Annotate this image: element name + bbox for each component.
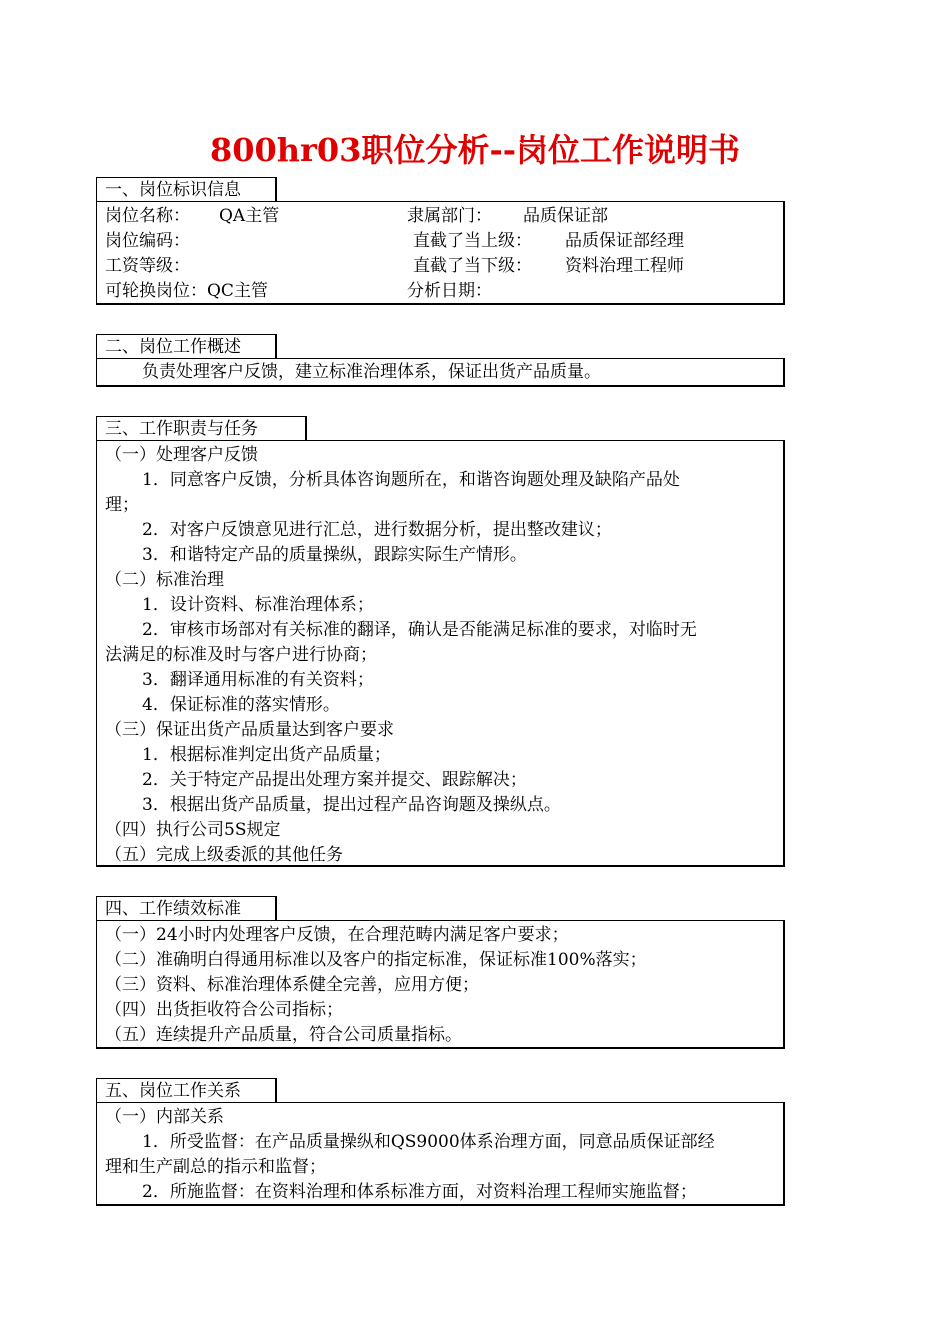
label-position-name: 岗位名称：: [105, 206, 190, 226]
duty-item-cont: 法满足的标准及时与客户进行协商；: [105, 645, 377, 665]
section2-heading: 二、岗位工作概述: [96, 334, 277, 358]
relation-item: 1．所受监督：在产品质量操纵和QS9000体系治理方面，同意品质保证部经: [142, 1132, 715, 1152]
value-department: 品质保证部: [523, 206, 608, 226]
duty-item: 3．根据出货产品质量，提出过程产品咨询题及操纵点。: [142, 795, 561, 815]
duty-item: 1．同意客户反馈，分析具体咨询题所在，和谐咨询题处理及缺陷产品处: [142, 470, 680, 490]
duty-item: 1．根据标准判定出货产品质量；: [142, 745, 391, 765]
section2-text: 负责处理客户反馈，建立标准治理体系，保证出货产品质量。: [142, 362, 601, 382]
duty-item: 2．对客户反馈意见进行汇总，进行数据分析，提出整改建议；: [142, 520, 612, 540]
duty-heading-1: （一）处理客户反馈: [105, 445, 258, 465]
label-salary-grade: 工资等级：: [105, 256, 190, 276]
info-row-3: [105, 254, 775, 279]
duty-item: 4．保证标准的落实情形。: [142, 695, 340, 715]
label-position-code: 岗位编码：: [105, 231, 190, 251]
standard-item: （一）24小时内处理客户反馈，在合理范畴内满足客户要求；: [105, 925, 569, 945]
duty-heading-4: （四）执行公司5S规定: [105, 820, 281, 840]
standard-item: （四）出货拒收符合公司指标；: [105, 1000, 343, 1020]
label-rotation-position: 可轮换岗位：QC主管: [105, 281, 268, 301]
value-direct-superior: 品质保证部经理: [565, 231, 684, 251]
label-analysis-date: 分析日期：: [407, 281, 492, 301]
section4-heading: 四、工作绩效标准: [96, 896, 277, 920]
duty-item: 2．审核市场部对有关标准的翻译，确认是否能满足标准的要求，对临时无: [142, 620, 697, 640]
section3-heading: 三、工作职责与任务: [96, 416, 307, 440]
duty-item: 3．翻译通用标准的有关资料；: [142, 670, 374, 690]
label-direct-superior: 直截了当上级：: [413, 231, 532, 251]
relation-item: 2．所施监督：在资料治理和体系标准方面，对资料治理工程师实施监督；: [142, 1182, 697, 1202]
section1-heading: 一、岗位标识信息: [96, 177, 277, 201]
relation-item-cont: 理和生产副总的指示和监督；: [105, 1157, 326, 1177]
section5-box: [96, 1102, 785, 1206]
duty-item: 1．设计资料、标准治理体系；: [142, 595, 374, 615]
duty-heading-2: （二）标准治理: [105, 570, 224, 590]
standard-item: （五）连续提升产品质量，符合公司质量指标。: [105, 1025, 462, 1045]
section4-box: [96, 920, 785, 1049]
label-department: 隶属部门：: [407, 206, 492, 226]
duty-heading-3: （三）保证出货产品质量达到客户要求: [105, 720, 394, 740]
value-direct-subordinate: 资料治理工程师: [565, 256, 684, 276]
value-position-name: QA主管: [219, 206, 280, 226]
section3-box: [96, 440, 785, 867]
page-title: 800hr03职位分析--岗位工作说明书: [209, 131, 741, 169]
section2-box: [96, 358, 785, 387]
duty-item-cont: 理；: [105, 495, 139, 515]
info-row-1: [105, 204, 775, 229]
duty-item: 2．关于特定产品提出处理方案并提交、跟踪解决；: [142, 770, 527, 790]
label-direct-subordinate: 直截了当下级：: [413, 256, 532, 276]
relation-heading-1: （一）内部关系: [105, 1107, 224, 1127]
duty-heading-5: （五）完成上级委派的其他任务: [105, 845, 343, 865]
section1-box: [96, 201, 785, 305]
info-row-2: [105, 229, 775, 254]
duty-item: 3．和谐特定产品的质量操纵，跟踪实际生产情形。: [142, 545, 527, 565]
info-row-4: [105, 279, 775, 304]
standard-item: （二）准确明白得通用标准以及客户的指定标准，保证标准100%落实；: [105, 950, 647, 970]
standard-item: （三）资料、标准治理体系健全完善，应用方便；: [105, 975, 479, 995]
section5-heading: 五、岗位工作关系: [96, 1078, 277, 1102]
